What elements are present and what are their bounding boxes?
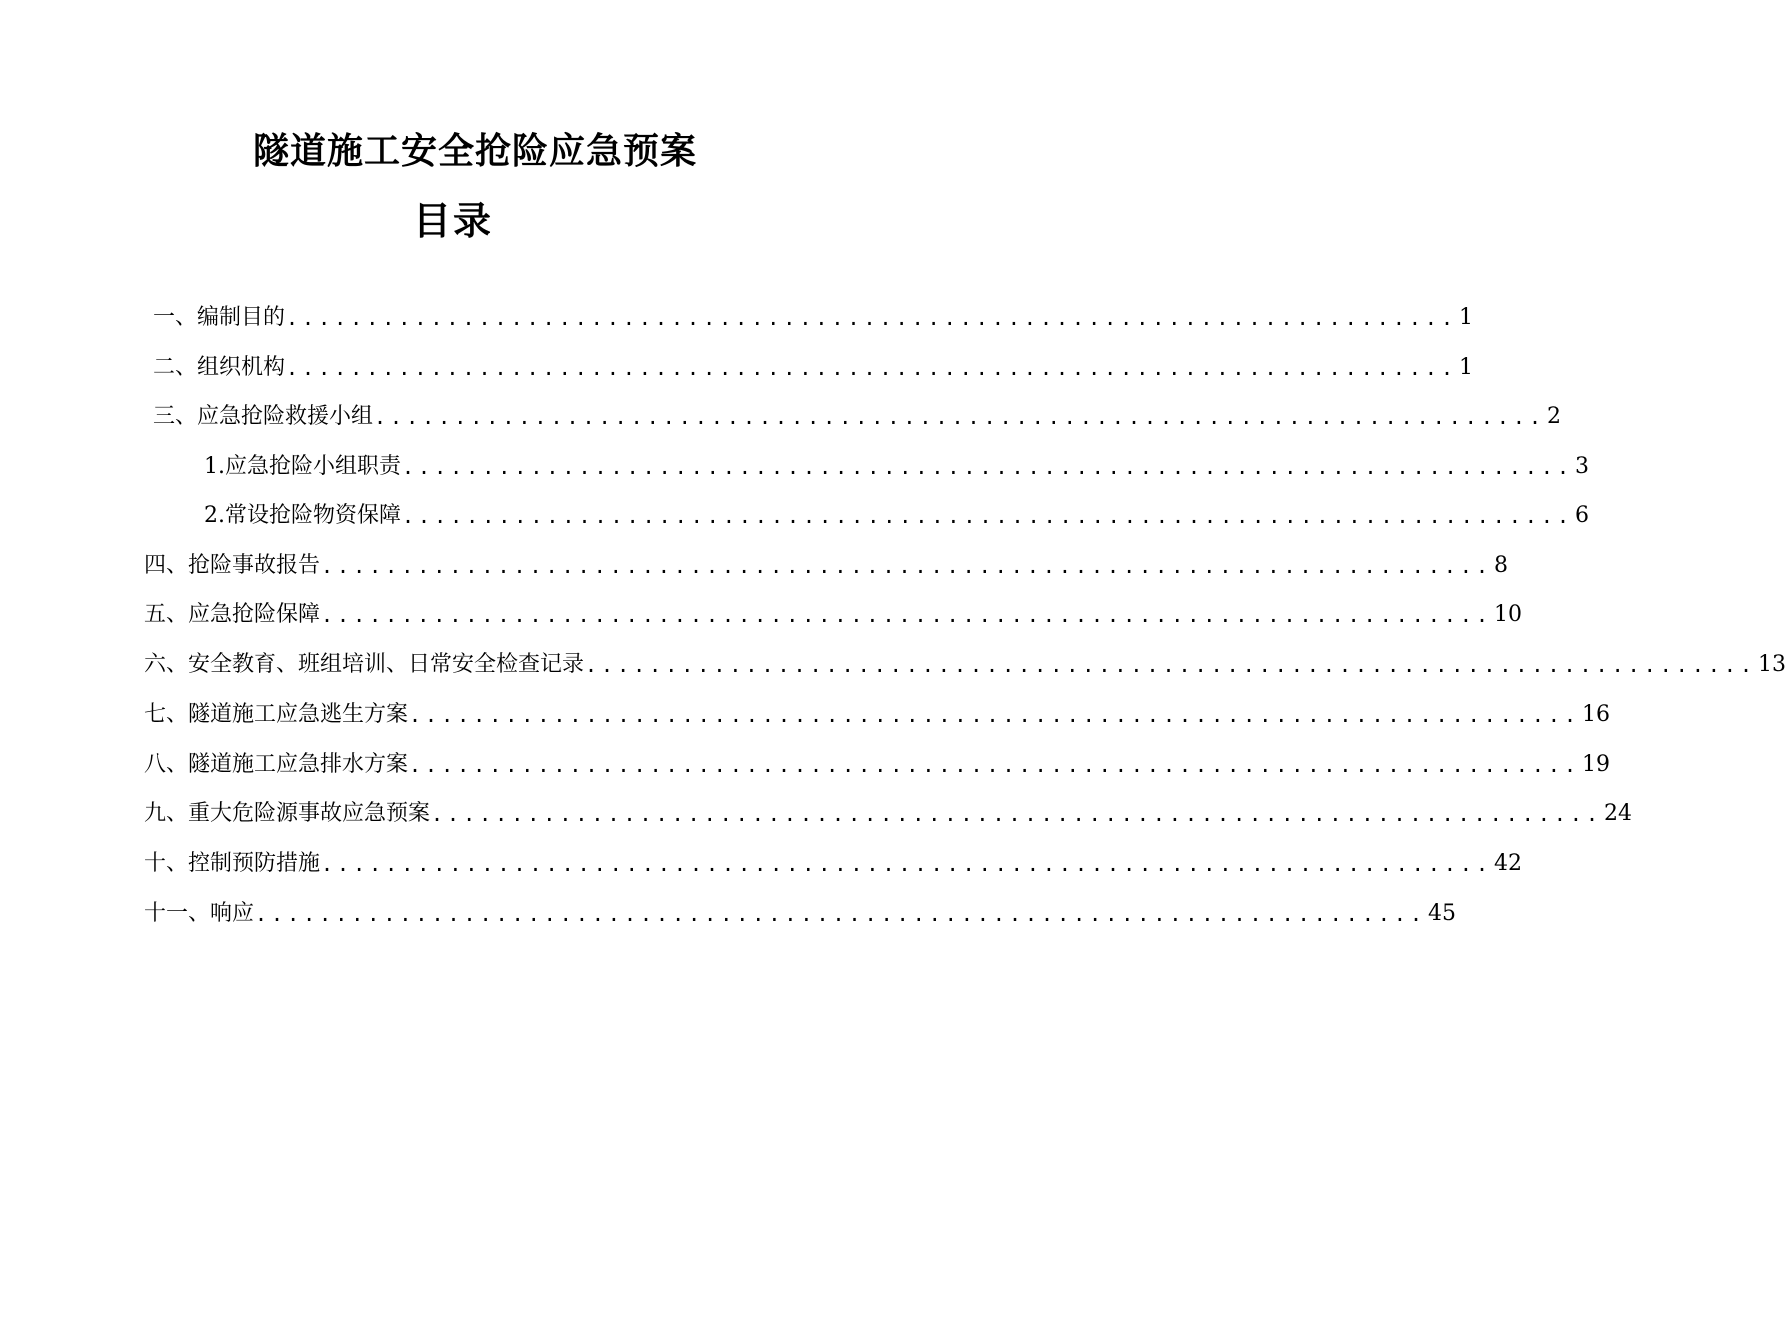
document-title: 隧道施工安全抢险应急预案: [252, 130, 697, 172]
toc-entry[interactable]: [144, 549, 1509, 581]
toc-entry[interactable]: [144, 698, 1611, 730]
toc-leader-dots: .........................................................................: [286, 306, 1458, 330]
toc-subentry[interactable]: [204, 450, 1589, 482]
toc-entry[interactable]: [144, 797, 1633, 829]
toc-entry-label: 七、隧道施工应急逃生方案: [144, 702, 409, 727]
toc-entry[interactable]: [144, 847, 1523, 879]
toc-entry-page: 1: [1459, 355, 1474, 380]
toc-leader-dots: .........................................................................: [409, 703, 1581, 727]
toc-leader-dots: .........................................................................: [409, 753, 1581, 777]
toc-entry[interactable]: [144, 897, 1457, 929]
toc-entry-page: 45: [1428, 901, 1457, 926]
toc-entry-page: 42: [1494, 851, 1523, 876]
toc-leader-dots: .........................................................................: [321, 852, 1493, 876]
toc-leader-dots: .........................................................................: [431, 802, 1603, 826]
toc-entry[interactable]: [144, 648, 1786, 680]
toc-leader-dots: .........................................................................: [321, 554, 1493, 578]
toc-entry-page: 2: [1547, 404, 1562, 429]
toc-entry-label: 八、隧道施工应急排水方案: [144, 752, 409, 777]
toc-entry-page: 13: [1758, 652, 1786, 677]
toc-entry-label: 五、应急抢险保障: [144, 602, 321, 627]
toc-entry-label: 三、应急抢险救援小组: [153, 404, 374, 429]
toc-entry-label: 2.常设抢险物资保障: [204, 503, 401, 528]
toc-entry-page: 6: [1575, 503, 1589, 528]
toc-leader-dots: .........................................................................: [402, 455, 1573, 479]
toc-entry-label: 十、控制预防措施: [144, 851, 321, 876]
toc-entry-label: 四、抢险事故报告: [144, 553, 321, 578]
toc-entry-label: 一、编制目的: [153, 305, 286, 330]
toc-entry-page: 1: [1459, 305, 1474, 330]
toc-entry[interactable]: [153, 301, 1474, 333]
toc-leader-dots: .........................................................................: [255, 902, 1427, 926]
toc-leader-dots: .........................................................................: [374, 405, 1546, 429]
toc-leader-dots: .........................................................................: [402, 504, 1573, 528]
toc-entry-page: 16: [1582, 702, 1611, 727]
toc-entry-label: 六、安全教育、班组培训、日常安全检查记录: [144, 652, 585, 677]
toc-entry-label: 九、重大危险源事故应急预案: [144, 801, 431, 826]
toc-entry[interactable]: [144, 748, 1611, 780]
toc-entry-page: 8: [1494, 553, 1509, 578]
toc-leader-dots: .........................................................................: [286, 356, 1458, 380]
toc-entry-page: 3: [1575, 454, 1589, 479]
toc-entry[interactable]: [153, 400, 1562, 432]
toc-leader-dots: .........................................................................: [321, 603, 1493, 627]
toc-entry-label: 十一、响应: [144, 901, 255, 926]
toc-entry-page: 19: [1582, 752, 1611, 777]
toc-entry[interactable]: [144, 598, 1523, 630]
toc-entry-label: 1.应急抢险小组职责: [204, 454, 401, 479]
toc-leader-dots: .........................................................................: [585, 653, 1757, 677]
toc-entry[interactable]: [153, 351, 1474, 383]
toc-subentry[interactable]: [204, 499, 1589, 531]
toc-entry-page: 24: [1604, 801, 1633, 826]
toc-heading: 目录: [412, 198, 493, 243]
toc-entry-label: 二、组织机构: [153, 355, 286, 380]
toc-entry-page: 10: [1494, 602, 1523, 627]
